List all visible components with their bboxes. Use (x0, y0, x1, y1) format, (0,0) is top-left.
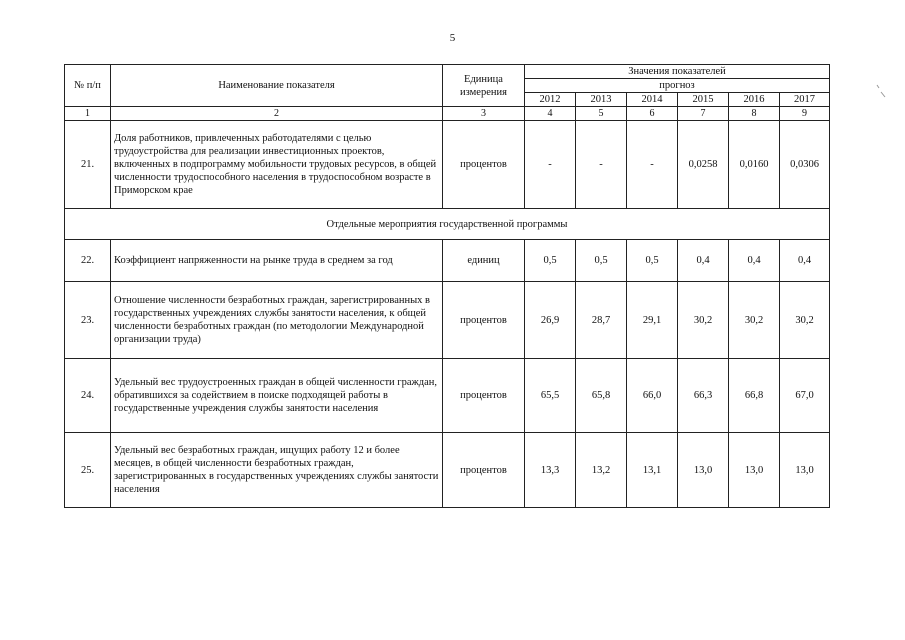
unit-cell: единиц (443, 240, 525, 282)
value-cell: - (627, 121, 678, 209)
indicator-name: Отношение численности безработных граждан, зарегистрированных в государственных учреждениях службы занятости населения, к общей численности безработных граждан (по методологии Международной организации труда) (111, 282, 443, 359)
value-cell: 0,4 (678, 240, 729, 282)
value-cell: 13,3 (525, 433, 576, 508)
value-cell: 0,5 (627, 240, 678, 282)
unit-cell: процентов (443, 282, 525, 359)
value-cell: 29,1 (627, 282, 678, 359)
value-cell: 13,1 (627, 433, 678, 508)
column-number: 3 (443, 107, 525, 121)
section-row (65, 209, 830, 240)
table-row (65, 282, 830, 359)
header-year: 2014 (627, 93, 678, 107)
value-cell: 30,2 (678, 282, 729, 359)
value-cell: 13,0 (729, 433, 780, 508)
value-cell: 0,0306 (780, 121, 830, 209)
value-cell: 0,5 (525, 240, 576, 282)
value-cell: 0,0160 (729, 121, 780, 209)
header-unit: Единица измерения (443, 65, 525, 107)
table-row (65, 240, 830, 282)
column-number: 6 (627, 107, 678, 121)
value-cell: 0,4 (729, 240, 780, 282)
row-number: 23. (65, 282, 111, 359)
value-cell: - (525, 121, 576, 209)
header-values: Значения показателей (525, 65, 830, 79)
table-row (65, 433, 830, 508)
value-cell: 65,8 (576, 359, 627, 433)
indicator-name: Доля работников, привлеченных работодателями с целью трудоустройства для реализации инвестиционных проектов, включенных в подпрограмму мобильности трудовых ресурсов, в общей численности трудоспособного населения в трудоспособном возрасте в Приморском крае (111, 121, 443, 209)
column-number: 2 (111, 107, 443, 121)
header-num: № п/п (65, 65, 111, 107)
section-title: Отдельные мероприятия государственной программы (65, 209, 830, 240)
scan-artifact-mark (875, 84, 887, 98)
column-number: 7 (678, 107, 729, 121)
row-number: 25. (65, 433, 111, 508)
value-cell: 13,0 (678, 433, 729, 508)
column-number: 8 (729, 107, 780, 121)
header-year: 2013 (576, 93, 627, 107)
value-cell: 26,9 (525, 282, 576, 359)
value-cell: 13,0 (780, 433, 830, 508)
scan-artifact-icon (875, 84, 887, 98)
column-number: 9 (780, 107, 830, 121)
value-cell: 30,2 (729, 282, 780, 359)
header-name: Наименование показателя (111, 65, 443, 107)
value-cell: 13,2 (576, 433, 627, 508)
value-cell: 66,3 (678, 359, 729, 433)
value-cell: 28,7 (576, 282, 627, 359)
table-row (65, 359, 830, 433)
value-cell: - (576, 121, 627, 209)
indicators-table (64, 64, 830, 508)
indicator-name: Удельный вес трудоустроенных граждан в общей численности граждан, обратившихся за содействием в поиске подходящей работы в государственные учреждения службы занятости населения (111, 359, 443, 433)
header-year: 2012 (525, 93, 576, 107)
value-cell: 0,4 (780, 240, 830, 282)
column-number: 4 (525, 107, 576, 121)
row-number: 21. (65, 121, 111, 209)
column-number: 5 (576, 107, 627, 121)
value-cell: 66,8 (729, 359, 780, 433)
value-cell: 66,0 (627, 359, 678, 433)
value-cell: 30,2 (780, 282, 830, 359)
page-number: 5 (449, 32, 456, 44)
column-number: 1 (65, 107, 111, 121)
header-year: 2017 (780, 93, 830, 107)
value-cell: 0,5 (576, 240, 627, 282)
header-year: 2016 (729, 93, 780, 107)
header-forecast: прогноз (525, 79, 830, 93)
unit-cell: процентов (443, 121, 525, 209)
header-year: 2015 (678, 93, 729, 107)
indicator-name: Коэффициент напряженности на рынке труда в среднем за год (111, 240, 443, 282)
unit-cell: процентов (443, 433, 525, 508)
value-cell: 0,0258 (678, 121, 729, 209)
indicator-name: Удельный вес безработных граждан, ищущих работу 12 и более месяцев, в общей численности безработных граждан, зарегистрированных в государственных учреждениях службы занятости населения (111, 433, 443, 508)
table-row (65, 121, 830, 209)
value-cell: 65,5 (525, 359, 576, 433)
value-cell: 67,0 (780, 359, 830, 433)
row-number: 24. (65, 359, 111, 433)
row-number: 22. (65, 240, 111, 282)
unit-cell: процентов (443, 359, 525, 433)
